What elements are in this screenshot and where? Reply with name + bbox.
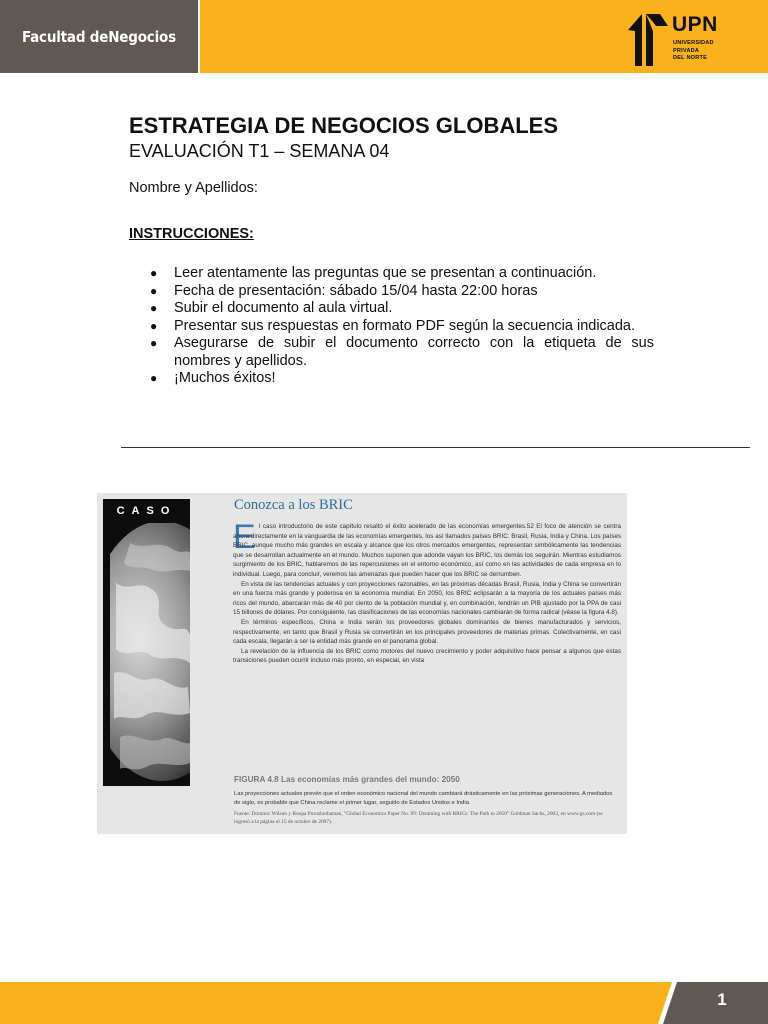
case-excerpt-image bbox=[97, 493, 627, 834]
upn-logo bbox=[626, 12, 756, 68]
instructions-list bbox=[150, 265, 654, 388]
bullet-icon: ● bbox=[150, 301, 158, 315]
list-item-text: Leer atentamente las preguntas que se presentan a continuación. bbox=[174, 265, 597, 281]
drop-cap: E bbox=[233, 518, 256, 556]
case-paragraph: La revelación de la influencia de los BRIC como motores del nuevo crecimiento y poder adquisitivo hace pensar a algunos que estas transiciones pueden ocurrir incluso más pronto, en especial, en vista bbox=[233, 647, 621, 665]
logo-word: UPN bbox=[672, 13, 718, 36]
case-label: CASO bbox=[116, 505, 177, 517]
list-item-text: ¡Muchos éxitos! bbox=[174, 370, 276, 386]
figure-caption: Las proyecciones actuales prevén que el orden económico nacional del mundo cambiará drásticamente en las próximas generaciones. A mediados de siglo, es probable que China reclame el primer lugar, seguido de Estados Unidos e India. bbox=[234, 791, 613, 806]
header-divider bbox=[198, 0, 200, 73]
instructions-heading: INSTRUCCIONES: bbox=[129, 226, 254, 242]
list-item bbox=[150, 283, 654, 301]
list-item-text: Fecha de presentación: sábado 15/04 hasta 22:00 horas bbox=[174, 282, 538, 299]
document-subtitle: EVALUACIÓN T1 – SEMANA 04 bbox=[129, 141, 390, 161]
case-sidebar-strip bbox=[103, 499, 190, 786]
bullet-icon: ● bbox=[150, 336, 158, 350]
case-paragraph: l caso introductorio de este capítulo resaltó el éxito acelerado de las economías emergentes.52 El foco de atención se centra ahora directamente en la vanguardia de las economías emergentes, los así llamados países BRIC: Brasil, Rusia, India y China. Los países BRIC, aunque mucho más grandes en escala y alcance que los otros mercados emergentes, representan simbólicamente las tendencias que se desarrollan actualmente en el mundo. Muchos suponen que adonde vayan los BRIC, los demás los seguirán. Mientras estudiamos surgimiento de los BRIC, hablaremos de las repercusiones en el entorno económico, así como en las actividades de cada empresa en lo individual. Luego, para concluir, veremos las amenazas que pueden hacer que los BRIC se derrumben. bbox=[233, 523, 621, 578]
bullet-icon: ● bbox=[150, 318, 158, 333]
list-item bbox=[150, 370, 654, 388]
list-item-text: Asegurarse de subir el documento correcto con la etiqueta de sus nombres y apellidos. bbox=[174, 335, 654, 369]
upn-arrow-icon bbox=[626, 12, 670, 68]
list-item bbox=[150, 265, 654, 283]
case-paragraph: En términos específicos, China e India serán los proveedores globales dominantes de bienes manufacturados y servicios, respectivamente, en tanto que Brasil y Rusia se convertirán en los principales proveedores de materias primas. Colectivamente, en casi cada escala, llegarán a ser la entidad más grande en el panorama global. bbox=[233, 618, 621, 646]
list-item bbox=[150, 318, 654, 336]
name-field-label: Nombre y Apellidos: bbox=[129, 180, 258, 196]
faculty-name: Facultad deNegocios bbox=[22, 28, 176, 46]
case-title: Conozca a los BRIC bbox=[234, 497, 353, 513]
horizontal-rule bbox=[121, 447, 750, 448]
page-number-tab bbox=[0, 982, 768, 1024]
case-paragraph: En vista de las tendencias actuales y con proyecciones razonables, en las próximas décadas Brasil, Rusia, India y China se convertirán en una fuerza más grande y poderosa en la economía mundial. En 2050, los BRIC eclipsarán a la mayoría de los actuales países más ricos del mundo, abarcarán más de 40 por ciento de la población mundial y, en combinación, tendrán un PIB ajustado por la PPA de casi 15 billones de dólares. Por consiguiente, las clasificaciones de las economías nacionales cambiarán de forma radical (véase la figura 4.8). bbox=[233, 580, 621, 617]
bullet-icon: ● bbox=[150, 371, 158, 385]
figure-label: FIGURA 4.8 Las economías más grandes del mundo: 2050 bbox=[234, 775, 460, 784]
list-item-text: Presentar sus respuestas en formato PDF según la secuencia indicada. bbox=[174, 317, 636, 334]
case-body-text bbox=[233, 518, 621, 666]
earth-globe-image bbox=[110, 523, 190, 781]
page-number: 1 bbox=[717, 990, 727, 1009]
document-title: ESTRATEGIA DE NEGOCIOS GLOBALES bbox=[129, 113, 559, 138]
list-item bbox=[150, 335, 654, 370]
bullet-icon: ● bbox=[150, 283, 158, 298]
list-item-text: Subir el documento al aula virtual. bbox=[174, 300, 393, 316]
logo-subtitle: UNIVERSIDAD PRIVADA DEL NORTE bbox=[673, 40, 714, 62]
figure-source: Fuente: Dominic Wilson y Roopa Purushothaman, "Global Economics Paper No. 99: Dreaming with BRICs: The Path to 2050" Goldman Sachs, 2003, en www.gs.com (se ingresó a la página el 15 de octubre de 2007). bbox=[234, 811, 603, 825]
bullet-icon: ● bbox=[150, 266, 158, 280]
list-item bbox=[150, 300, 654, 318]
